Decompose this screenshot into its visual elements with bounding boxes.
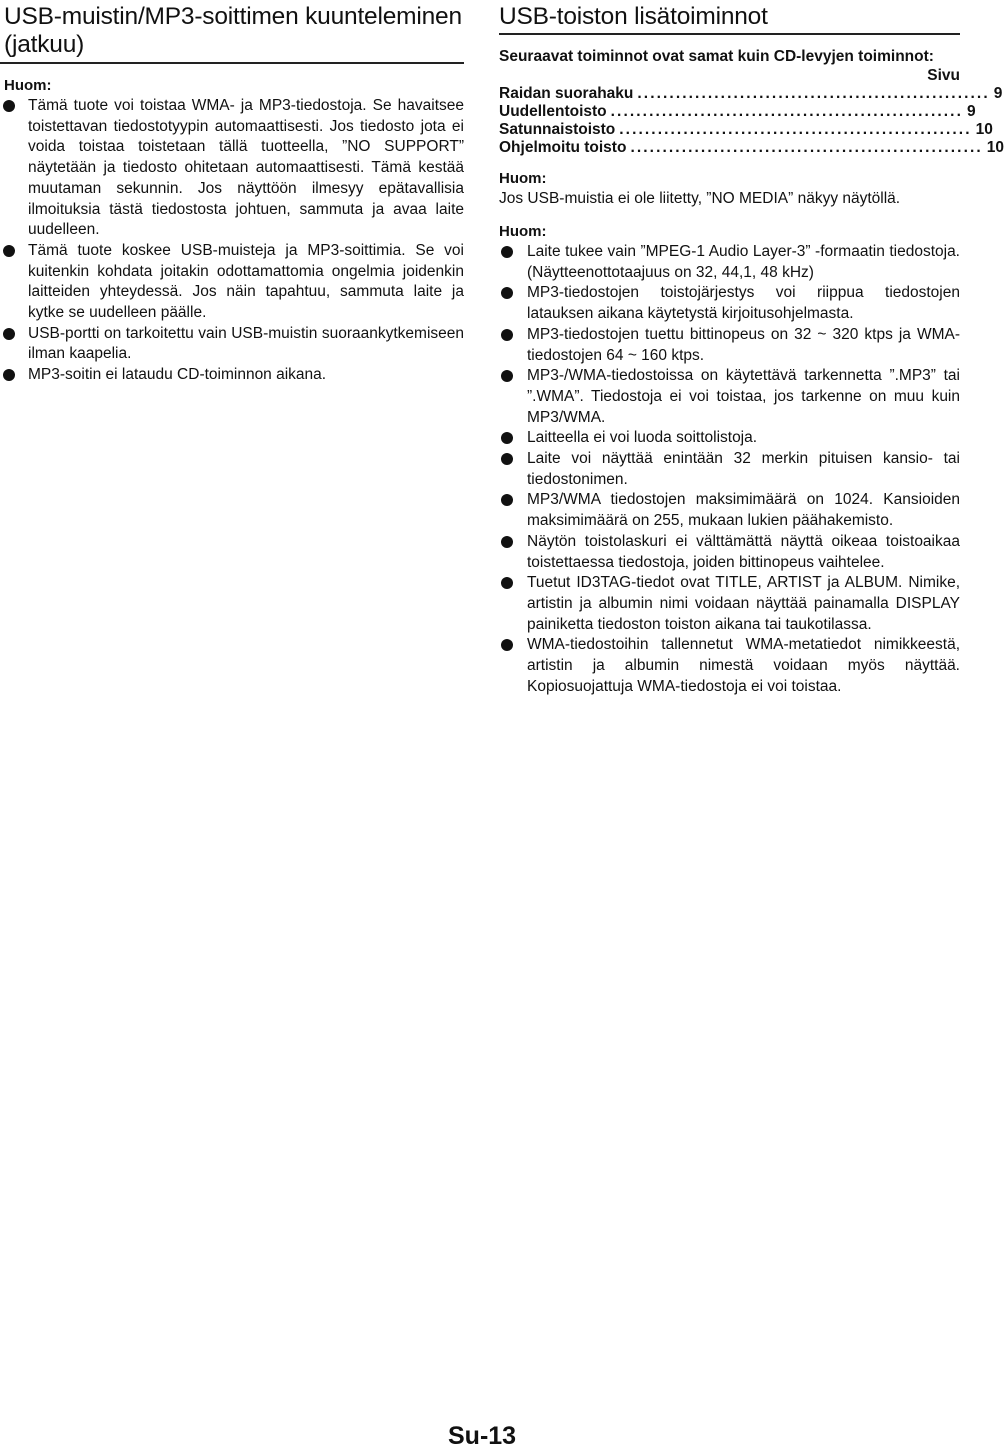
- list-item: MP3-/WMA-tiedostoissa on käytettävä tarkennetta ”.MP3” tai ”.WMA”. Tiedostoja ei voi toistaa, jos tarkenne on muu kuin MP3/WMA.: [499, 366, 960, 428]
- intro-text: Seuraavat toiminnot ovat samat kuin CD-levyjen toiminnot:: [499, 48, 934, 65]
- section-title: USB-toiston lisätoiminnot: [499, 0, 960, 35]
- dot-leader: .......................................................: [610, 103, 963, 120]
- bullet-icon: [501, 432, 513, 444]
- bullet-icon: [501, 370, 513, 382]
- dot-leader: .......................................................: [630, 139, 983, 156]
- bullet-icon: [501, 246, 513, 258]
- left-column: [0, 0, 464, 386]
- note-label: Huom:: [4, 77, 52, 94]
- dot-leader: .......................................................: [619, 121, 972, 138]
- bullet-icon: [3, 369, 15, 381]
- bullet-icon: [501, 577, 513, 589]
- index-row: Uudellentoisto ....................................................... 9: [499, 103, 976, 120]
- list-item: Tämä tuote koskee USB-muisteja ja MP3-soittimia. Se voi kuitenkin kohdata joitakin odottamattomia ongelmia joidenkin laitteiden yhteydessä. Jos näin tapahtuu, sammuta laite ja kytke se uudelleen päälle.: [0, 241, 464, 324]
- index-row: Satunnaistoisto ....................................................... 10: [499, 121, 993, 138]
- note-list: [0, 96, 464, 386]
- note-text: Jos USB-muistia ei ole liitetty, ”NO MEDIA” näkyy näytöllä.: [499, 190, 901, 207]
- list-item: Laitteella ei voi luoda soittolistoja.: [499, 428, 960, 449]
- note-label: Huom:: [499, 170, 547, 187]
- note-list: [499, 242, 960, 697]
- list-item: Tuetut ID3TAG-tiedot ovat TITLE, ARTIST ja ALBUM. Nimike, artistin ja albumin nimi voidaan näyttää painamalla DISPLAY painiketta tiedoston toiston aikana tai taukotilassa.: [499, 573, 960, 635]
- index-row: Raidan suorahaku ....................................................... 9: [499, 85, 1003, 102]
- bullet-icon: [501, 287, 513, 299]
- page-number: Su-13: [448, 1422, 517, 1450]
- list-item: WMA-tiedostoihin tallennetut WMA-metatiedot nimikkeestä, artistin ja albumin nimestä voidaan myös näyttää. Kopiosuojattuja WMA-tiedostoja ei voi toistaa.: [499, 635, 960, 697]
- list-item: Laite voi näyttää enintään 32 merkin pituisen kansio- tai tiedostonimen.: [499, 449, 960, 490]
- bullet-icon: [3, 245, 15, 257]
- function-index: [499, 85, 1004, 157]
- list-item: MP3-soitin ei lataudu CD-toiminnon aikana.: [0, 365, 464, 386]
- bullet-icon: [3, 328, 15, 340]
- list-item: Tämä tuote voi toistaa WMA- ja MP3-tiedostoja. Se havaitsee toistettavan tiedostotyypin automaattisesti. Jos tiedosto jota ei voida toistaa toistetaan tällä tuotteella, ”NO SUPPORT” näytetään ja tiedosto ohitetaan automaattisesti. Tämä kestää muutaman sekunnin. Jos näyttöön ilmesyy epätavallisia ilmoituksia tästä tiedostosta johtuen, sammuta ja avaa laite uudelleen.: [0, 96, 464, 241]
- section-title: USB-muistin/MP3-soittimen kuunteleminen (jatkuu): [0, 0, 464, 64]
- list-item: MP3-tiedostojen toistojärjestys voi riippua tiedostojen latauksen aikana käytetystä kirjoitusohjelmasta.: [499, 283, 960, 324]
- bullet-icon: [501, 494, 513, 506]
- list-item: USB-portti on tarkoitettu vain USB-muistin suoraankytkemiseen ilman kaapelia.: [0, 324, 464, 365]
- bullet-icon: [501, 639, 513, 651]
- right-column: [499, 0, 1004, 697]
- list-item: Näytön toistolaskuri ei välttämättä näyttä oikeaa toistoaikaa toistettaessa tiedostoja, joiden bittinopeus vaihtelee.: [499, 532, 960, 573]
- list-item: Laite tukee vain ”MPEG-1 Audio Layer-3” -formaatin tiedostoja. (Näytteenottotaajuus on 32, 44,1, 48 kHz): [499, 242, 960, 283]
- bullet-icon: [501, 453, 513, 465]
- page-column-header: Sivu: [927, 67, 960, 84]
- note-label: Huom:: [499, 223, 547, 240]
- index-row: Ohjelmoitu toisto ....................................................... 10: [499, 139, 1004, 156]
- list-item: MP3/WMA tiedostojen maksimimäärä on 1024. Kansioiden maksimimäärä on 255, mukaan lukien päähakemisto.: [499, 490, 960, 531]
- dot-leader: .......................................................: [637, 85, 990, 102]
- bullet-icon: [501, 536, 513, 548]
- bullet-icon: [501, 329, 513, 341]
- bullet-icon: [3, 100, 15, 112]
- list-item: MP3-tiedostojen tuettu bittinopeus on 32 ~ 320 ktps ja WMA-tiedostojen 64 ~ 160 ktps.: [499, 325, 960, 366]
